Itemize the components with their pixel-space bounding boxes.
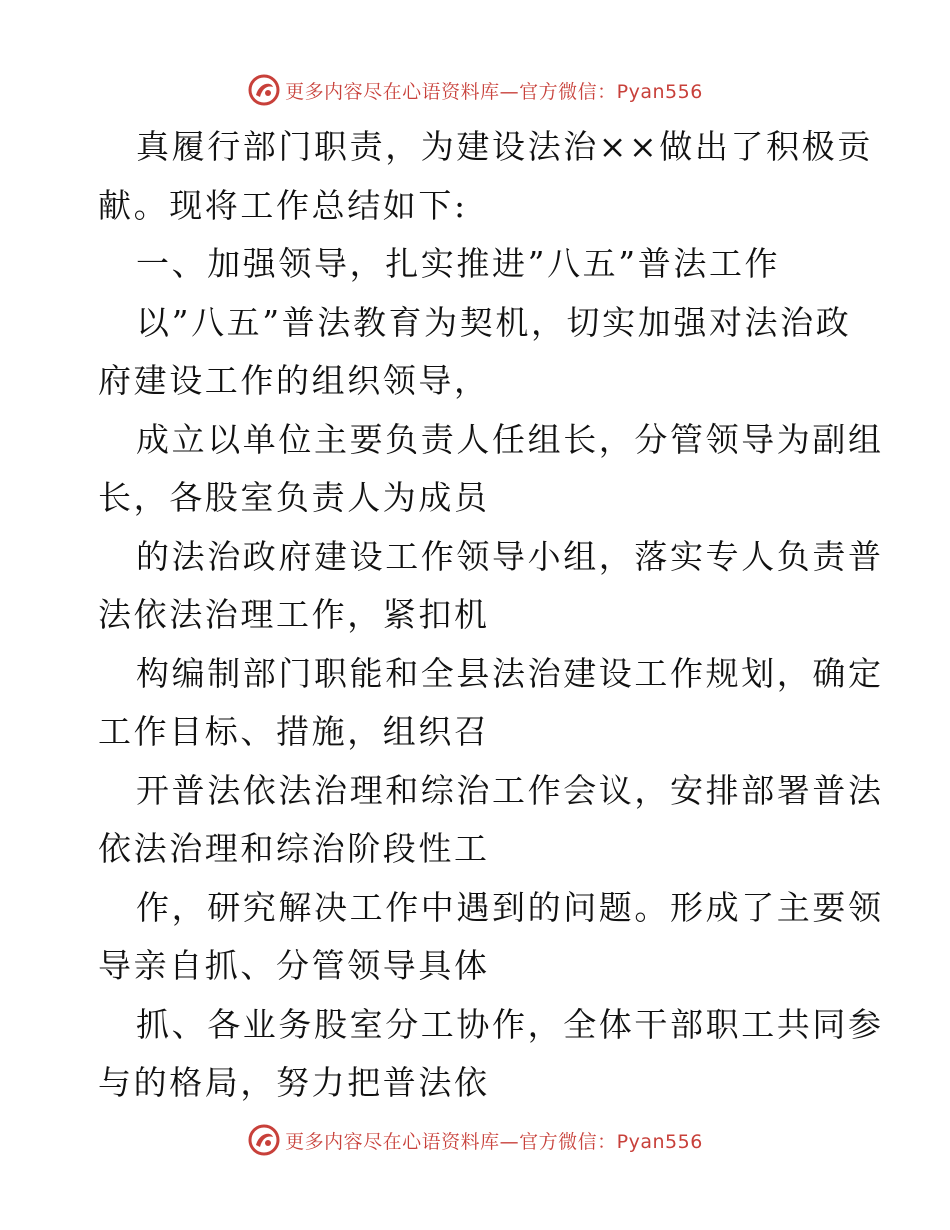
text-line: 依法治理和综治阶段性工 [98,829,490,868]
text-line: 长，各股室负责人为成员 [98,478,490,517]
header-watermark-text: 更多内容尽在心语资料库—官方微信：Pyan556 [285,80,703,103]
text-line: 成立以单位主要负责人任组长，分管领导为副组 [136,419,884,459]
text-line: 与的格局，努力把普法依 [98,1063,490,1102]
red-swirl-logo-icon [247,73,281,107]
footer-watermark [0,1120,950,1160]
text-line: 献。现将工作总结如下: [98,185,468,225]
document-body [98,118,884,1113]
text-line: 真履行部门职责，为建设法治××做出了积极贡 [136,127,873,166]
text-line: 以”八五”普法教育为契机，切实加强对法治政 [136,302,852,342]
text-line: 抓、各业务股室分工协作，全体干部职工共同参 [136,1004,884,1044]
footer-watermark-text: 更多内容尽在心语资料库—官方微信：Pyan556 [285,1130,703,1153]
text-line: 导亲自抓、分管领导具体 [98,946,490,985]
text-line: 开普法依法治理和综治工作会议，安排部署普法 [136,770,884,810]
section-heading: 一、加强领导，扎实推进”八五”普法工作 [136,244,781,283]
text-line: 工作目标、措施，组织召 [98,712,490,751]
red-swirl-logo-icon [247,1123,281,1157]
text-line: 构编制部门职能和全县法治建设工作规划，确定 [136,653,884,693]
text-line: 的法治政府建设工作领导小组，落实专人负责普 [136,536,884,576]
text-line: 作，研究解决工作中遇到的问题。形成了主要领 [136,887,884,927]
text-line: 法依法治理工作，紧扣机 [98,595,490,634]
text-line: 府建设工作的组织领导， [98,361,490,400]
header-watermark [0,70,950,110]
